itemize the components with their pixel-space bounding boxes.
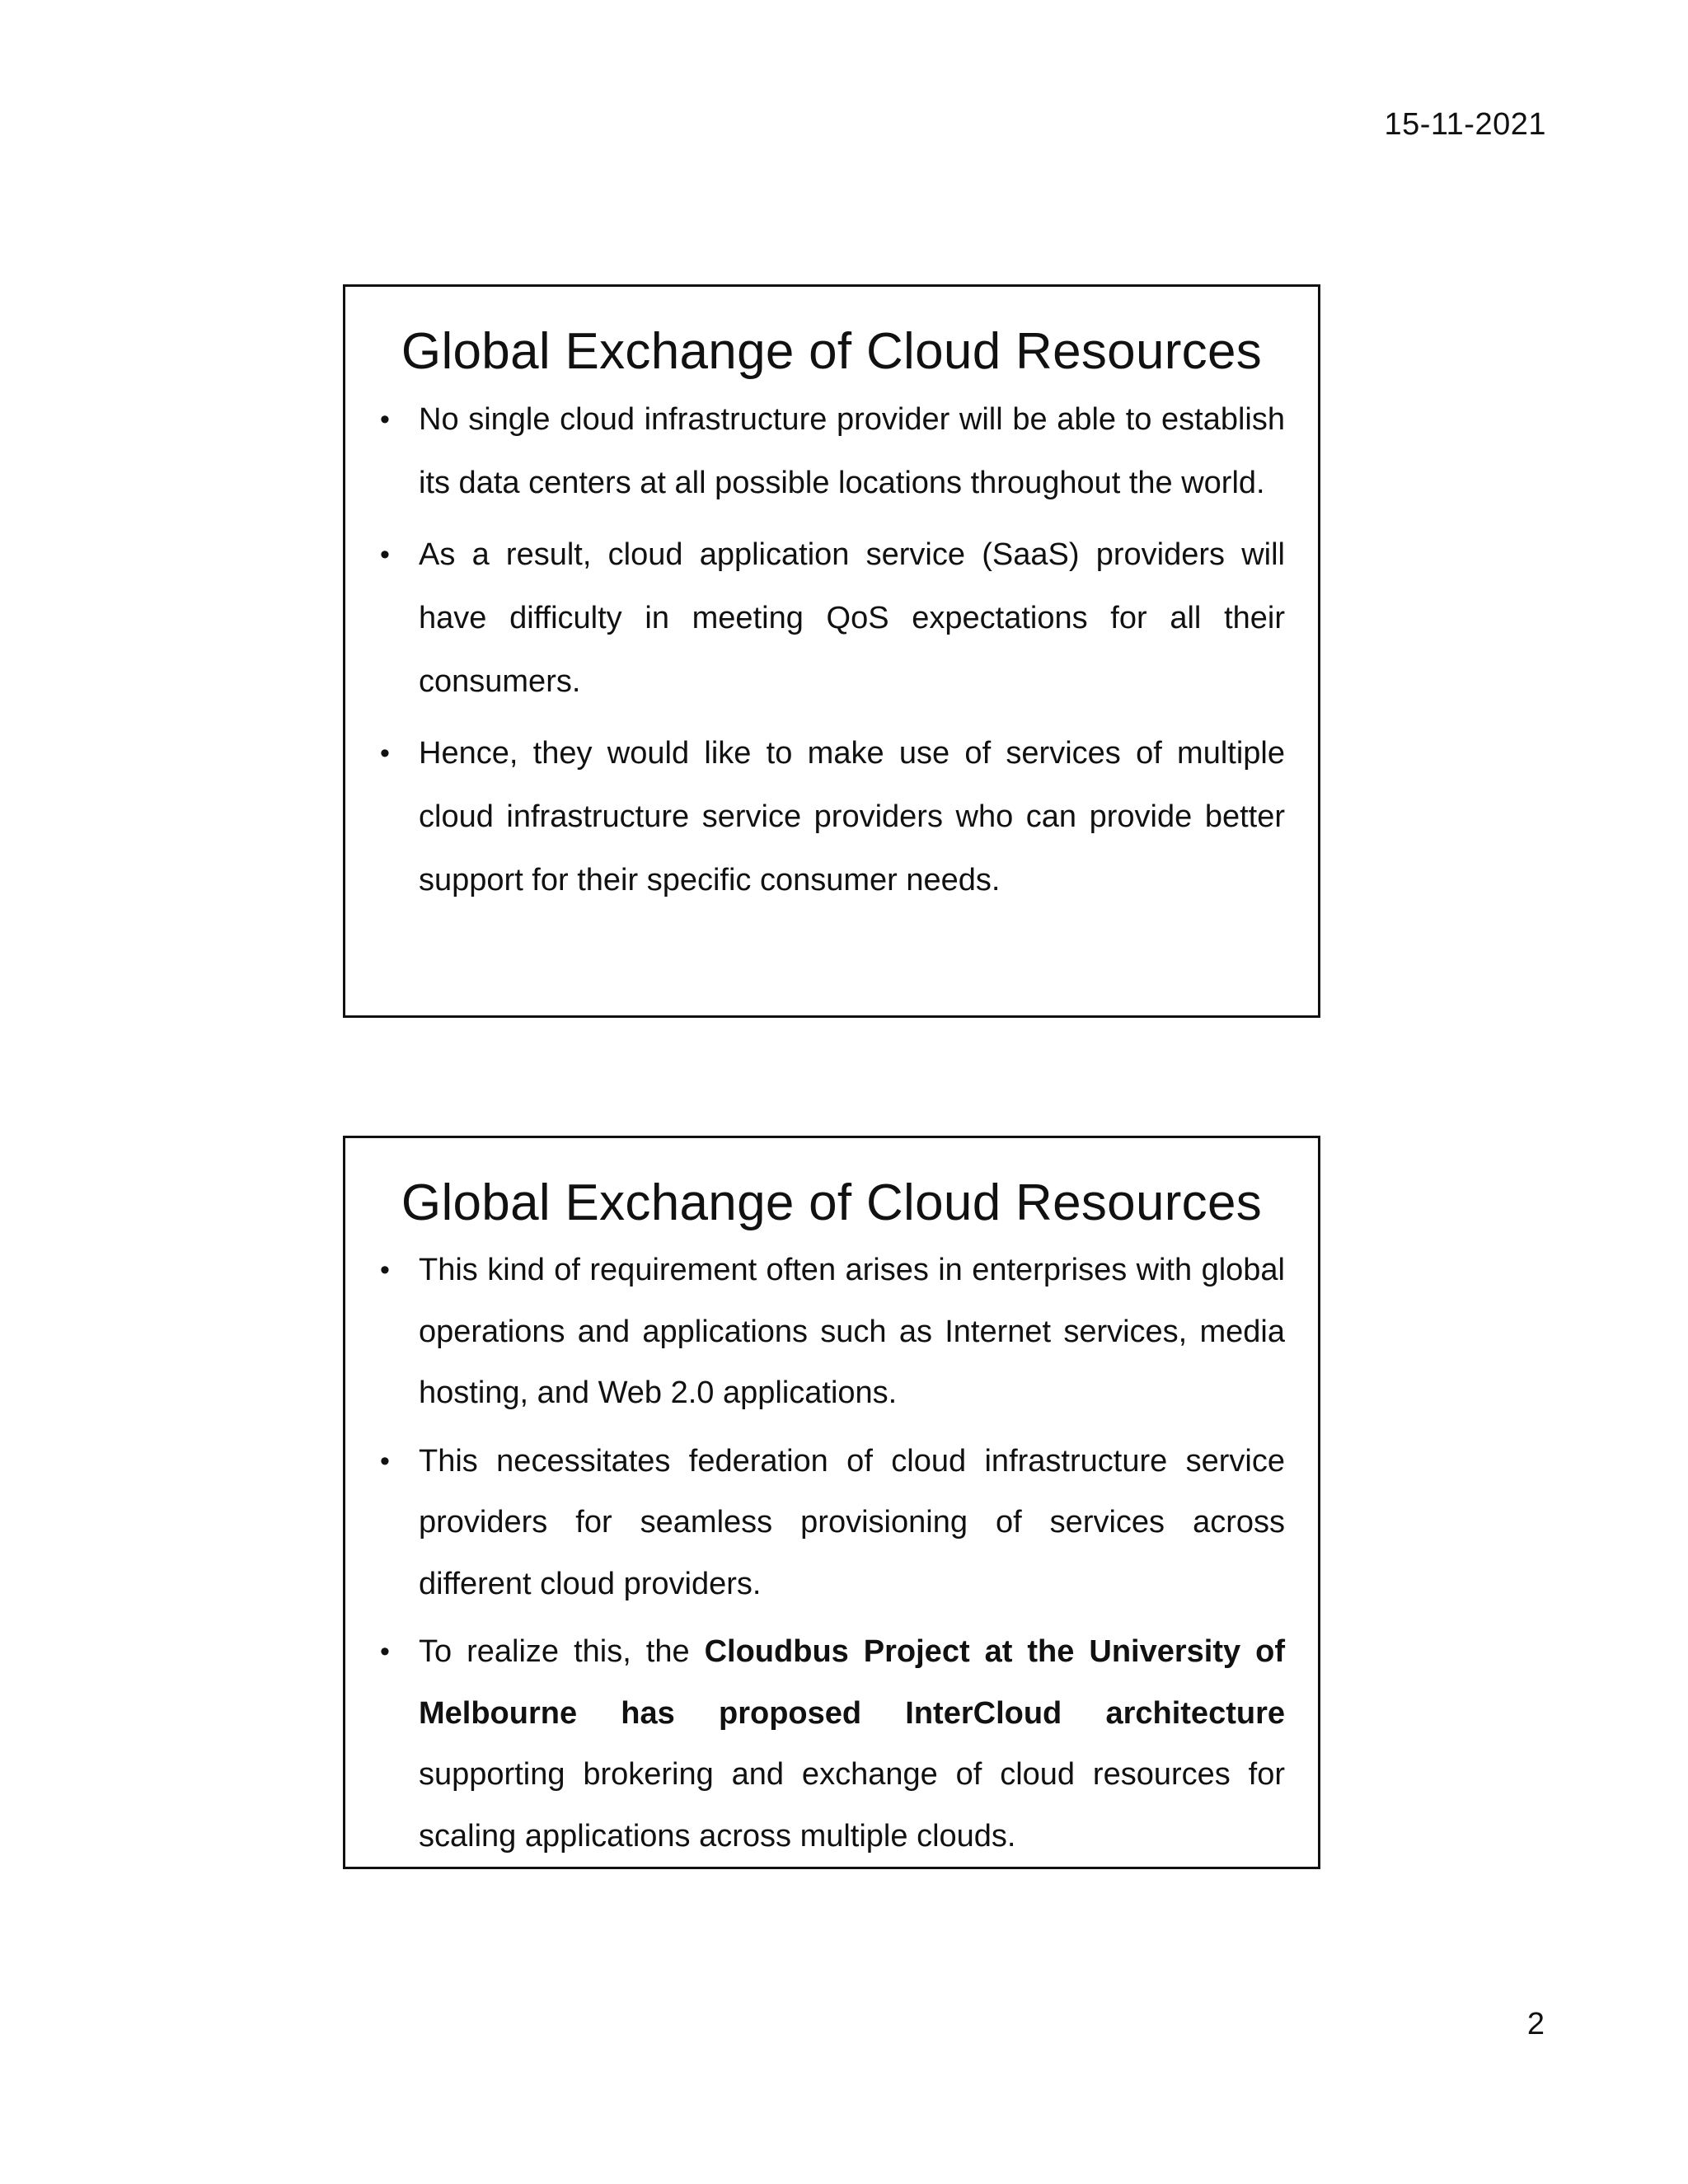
slide-1 bbox=[343, 284, 1320, 1018]
bullet-icon: • bbox=[380, 1445, 390, 1477]
bullet-text: Hence, they would like to make use of services of multiple cloud infrastructure service providers who can provide better support for their specific consumer needs. bbox=[419, 736, 1285, 898]
bullet-text-prefix: To realize this, the bbox=[419, 1634, 705, 1670]
bullet-text-suffix: supporting brokering and exchange of cloud resources for scaling applications across multiple clouds. bbox=[419, 1757, 1285, 1854]
slide-title: Global Exchange of Cloud Resources bbox=[401, 323, 1263, 380]
bullet-text: This kind of requirement often arises in enterprises with global operations and applications such as Internet services, media hosting, and Web 2.0 applications. bbox=[419, 1253, 1285, 1411]
bullet-item bbox=[380, 1621, 1285, 1867]
bullet-icon: • bbox=[380, 404, 390, 436]
bullet-text: No single cloud infrastructure provider will be able to establish its data centers at all possible locations throughout the world. bbox=[419, 402, 1285, 501]
page-number: 2 bbox=[1526, 2007, 1545, 2041]
bullet-icon: • bbox=[380, 1254, 390, 1286]
bullet-text-bold: Cloudbus Project at the University of Melbourne has proposed InterCloud architecture bbox=[419, 1634, 1285, 1731]
bullet-icon: • bbox=[380, 539, 390, 571]
bullet-icon: • bbox=[380, 738, 390, 770]
page-date: 15-11-2021 bbox=[1384, 107, 1546, 142]
bullet-item bbox=[380, 722, 1285, 912]
bullet-text: This necessitates federation of cloud infrastructure service providers for seamless provisioning of services across different cloud providers. bbox=[419, 1443, 1285, 1601]
bullet-text: As a result, cloud application service (SaaS) providers will have difficulty in meeting QoS expectations for all their consumers. bbox=[419, 537, 1285, 700]
bullet-list bbox=[345, 388, 1318, 912]
bullet-item bbox=[380, 388, 1285, 515]
bullet-icon: • bbox=[380, 1636, 390, 1668]
slide-2 bbox=[343, 1136, 1320, 1869]
bullet-item bbox=[380, 1240, 1285, 1424]
bullet-list bbox=[345, 1240, 1318, 1867]
bullet-item bbox=[380, 1431, 1285, 1615]
slide-title: Global Exchange of Cloud Resources bbox=[401, 1174, 1263, 1231]
bullet-item bbox=[380, 523, 1285, 714]
